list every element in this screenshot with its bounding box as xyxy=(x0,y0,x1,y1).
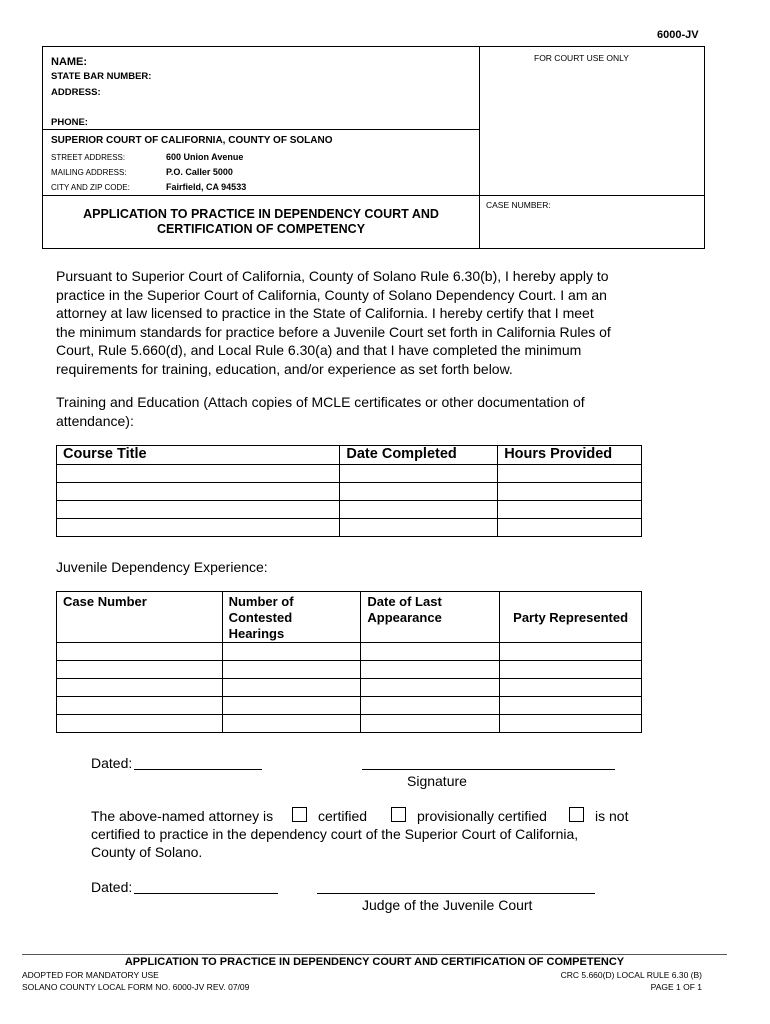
table-cell[interactable] xyxy=(57,643,223,661)
table-cell[interactable] xyxy=(340,483,498,501)
state-bar-label: STATE BAR NUMBER: xyxy=(51,71,152,82)
mailing-label: MAILING ADDRESS: xyxy=(51,168,127,177)
table-cell[interactable] xyxy=(361,643,500,661)
table-cell[interactable] xyxy=(57,501,340,519)
table-cell[interactable] xyxy=(498,519,642,537)
table-row xyxy=(57,697,642,715)
signature-line[interactable] xyxy=(362,769,615,770)
table-row xyxy=(57,643,642,661)
cert-line2: certified to practice in the dependency court of the Superior Court of California, xyxy=(91,826,579,842)
footer-rule xyxy=(22,954,727,955)
table-cell[interactable] xyxy=(340,465,498,483)
training-heading-line: attendance): xyxy=(56,412,134,429)
table-cell[interactable] xyxy=(361,697,500,715)
judge-signature-line[interactable] xyxy=(317,893,595,894)
col-contested-hearings-text: Number of Contested Hearings xyxy=(228,594,294,641)
footer-adopted: ADOPTED FOR MANDATORY USE xyxy=(22,970,159,980)
table-cell[interactable] xyxy=(340,501,498,519)
table-cell[interactable] xyxy=(500,661,642,679)
dated-line[interactable] xyxy=(134,769,262,770)
table-header-row xyxy=(57,592,642,643)
cert-line3: County of Solano. xyxy=(91,844,203,860)
table-row xyxy=(57,661,642,679)
table-cell[interactable] xyxy=(222,679,361,697)
court-name: SUPERIOR COURT OF CALIFORNIA, COUNTY OF SOLANO xyxy=(51,135,333,146)
table-cell[interactable] xyxy=(361,679,500,697)
cert-option-certified: certified xyxy=(318,808,368,824)
provisionally-certified-checkbox[interactable] xyxy=(391,807,406,822)
table-cell[interactable] xyxy=(57,679,223,697)
not-certified-checkbox[interactable] xyxy=(569,807,584,822)
court-use-label: FOR COURT USE ONLY xyxy=(534,53,629,63)
table-cell[interactable] xyxy=(57,715,223,733)
table-cell[interactable] xyxy=(57,483,340,501)
signature-label: Signature xyxy=(407,773,467,789)
footer-page: PAGE 1 OF 1 xyxy=(650,982,702,992)
form-number: 6000-JV xyxy=(657,29,699,41)
col-date-last-appearance-text: Date of Last Appearance xyxy=(367,594,442,625)
col-date-last-appearance xyxy=(361,592,500,643)
intro-paragraph xyxy=(56,267,676,378)
street-label: STREET ADDRESS: xyxy=(51,153,126,162)
experience-heading: Juvenile Dependency Experience: xyxy=(56,559,268,575)
city-label: CITY AND ZIP CODE: xyxy=(51,183,130,192)
table-cell[interactable] xyxy=(500,679,642,697)
form-title-line2: CERTIFICATION OF COMPETENCY xyxy=(156,222,366,236)
footer-form-ref: SOLANO COUNTY LOCAL FORM NO. 6000-JV REV. 07/09 xyxy=(22,982,250,992)
intro-line: the minimum standards for practice before a Juvenile Court set forth in California Rules of xyxy=(56,323,611,340)
training-table xyxy=(56,445,642,537)
table-cell[interactable] xyxy=(361,661,500,679)
col-case-number: Case Number xyxy=(57,592,223,643)
cert-option-not: is not xyxy=(595,808,629,824)
table-row xyxy=(57,679,642,697)
table-cell[interactable] xyxy=(57,661,223,679)
col-party-represented: Party Represented xyxy=(500,592,642,643)
table-cell[interactable] xyxy=(500,643,642,661)
table-cell[interactable] xyxy=(500,697,642,715)
table-row xyxy=(57,501,642,519)
address-label: ADDRESS: xyxy=(51,87,101,98)
street-value: 600 Union Avenue xyxy=(166,152,244,162)
col-date-completed: Date Completed xyxy=(340,446,498,465)
name-label: NAME: xyxy=(51,56,88,68)
table-cell[interactable] xyxy=(500,715,642,733)
table-cell[interactable] xyxy=(222,661,361,679)
dated-label-judge: Dated: xyxy=(91,879,133,895)
table-cell[interactable] xyxy=(222,643,361,661)
training-heading xyxy=(56,393,676,430)
table-cell[interactable] xyxy=(498,465,642,483)
table-row xyxy=(57,715,642,733)
judge-label: Judge of the Juvenile Court xyxy=(362,897,533,913)
form-title-line1: APPLICATION TO PRACTICE IN DEPENDENCY COURT AND xyxy=(83,207,439,221)
table-cell[interactable] xyxy=(57,519,340,537)
cert-option-provisional: provisionally certified xyxy=(417,808,547,824)
form-title xyxy=(43,207,479,237)
footer-rule-ref: CRC 5.660(D) LOCAL RULE 6.30 (B) xyxy=(560,970,702,980)
case-number-label: CASE NUMBER: xyxy=(486,200,551,210)
dated-label: Dated: xyxy=(91,755,133,771)
table-row xyxy=(57,519,642,537)
table-cell[interactable] xyxy=(222,715,361,733)
city-value: Fairfield, CA 94533 xyxy=(166,182,247,192)
intro-line: practice in the Superior Court of California, County of Solano Dependency Court. I am an xyxy=(56,286,607,303)
judge-dated-line[interactable] xyxy=(134,893,278,894)
experience-table xyxy=(56,591,642,733)
table-cell[interactable] xyxy=(222,697,361,715)
table-cell[interactable] xyxy=(57,465,340,483)
col-hours-provided: Hours Provided xyxy=(498,446,642,465)
footer-title: APPLICATION TO PRACTICE IN DEPENDENCY COURT AND CERTIFICATION OF COMPETENCY xyxy=(124,956,625,968)
cert-prefix: The above-named attorney is xyxy=(91,808,274,824)
phone-label: PHONE: xyxy=(51,117,88,128)
table-cell[interactable] xyxy=(340,519,498,537)
caption-box xyxy=(42,46,705,249)
mailing-value: P.O. Caller 5000 xyxy=(166,167,233,177)
table-cell[interactable] xyxy=(498,501,642,519)
table-cell[interactable] xyxy=(57,697,223,715)
intro-line: Pursuant to Superior Court of California, County of Solano Rule 6.30(b), I hereby apply to xyxy=(56,268,609,284)
training-heading-line: Training and Education (Attach copies of MCLE certificates or other documentation of xyxy=(56,394,585,410)
table-row xyxy=(57,483,642,501)
certified-checkbox[interactable] xyxy=(292,807,307,822)
intro-line: attorney at law licensed to practice in the State of California. I hereby certify that I meet xyxy=(56,305,594,321)
table-row xyxy=(57,465,642,483)
intro-line: requirements for training, education, and/or experience as set forth below. xyxy=(56,360,513,377)
table-cell[interactable] xyxy=(361,715,500,733)
table-cell[interactable] xyxy=(498,483,642,501)
table-header-row xyxy=(57,446,642,465)
col-course-title: Course Title xyxy=(57,446,340,465)
col-contested-hearings xyxy=(222,592,361,643)
intro-line: Court, Rule 5.660(d), and Local Rule 6.30(a) and that I have completed the minimum xyxy=(56,342,582,358)
